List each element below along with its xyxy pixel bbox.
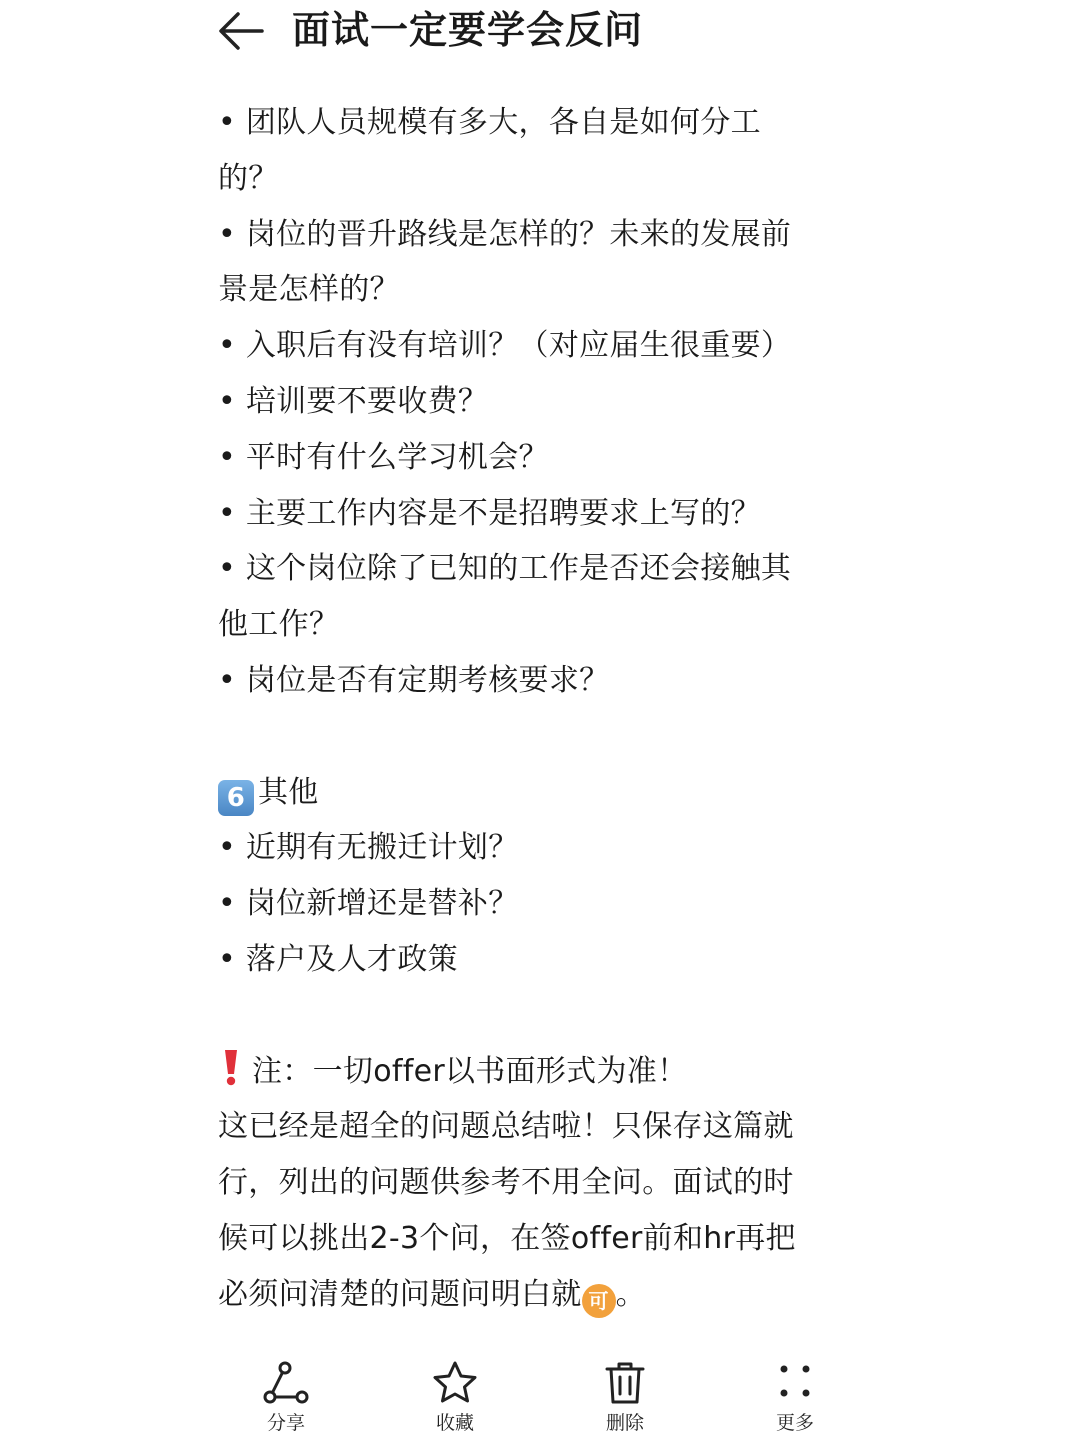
more-label: 更多: [775, 1412, 814, 1434]
back-button[interactable]: [216, 8, 266, 54]
list-item: • 团队人员规模有多大，各自是如何分工: [218, 105, 761, 140]
section-heading-text: 其他: [258, 774, 319, 810]
more-button[interactable]: [735, 1360, 855, 1440]
spacer: [218, 709, 858, 765]
more-icon: [770, 1360, 820, 1406]
share-icon: [261, 1360, 311, 1406]
share-label: 分享: [266, 1412, 305, 1434]
note-text: 注：一切offer以书面形式为准！: [252, 1053, 688, 1089]
section-heading: [218, 765, 858, 821]
list-item: • 平时有什么学习机会？: [218, 439, 549, 475]
favorite-button[interactable]: [395, 1360, 515, 1440]
page-title: 面试一定要学会反问: [292, 8, 644, 52]
summary-line: 候可以挑出2-3个问，在签offer前和hr再把: [218, 1220, 796, 1256]
list-item: • 落户及人才政策: [218, 941, 458, 977]
header: [0, 0, 1080, 64]
number-six-icon: 6: [218, 780, 254, 816]
summary-last-text: 必须问清楚的问题问明白就: [218, 1276, 582, 1312]
list-item: • 入职后有没有培训？（对应届生很重要）: [218, 328, 792, 364]
favorite-label: 收藏: [435, 1412, 474, 1434]
summary-end: 。: [615, 1276, 646, 1312]
list-item: • 岗位新增还是替补？: [218, 886, 519, 922]
ke-badge-icon: 可: [582, 1284, 616, 1318]
star-icon: [430, 1360, 480, 1406]
list-item: • 岗位的晋升路线是怎样的？未来的发展前: [218, 216, 792, 252]
exclamation-icon: [218, 1047, 244, 1087]
delete-label: 删除: [605, 1412, 644, 1434]
trash-icon: [600, 1360, 650, 1406]
summary-line: [218, 1267, 858, 1323]
summary-line: 行，列出的问题供参考不用全问。面试的时: [218, 1165, 794, 1201]
list-item: • 近期有无搬迁计划？: [218, 830, 519, 866]
share-button[interactable]: [226, 1360, 346, 1440]
list-item: • 岗位是否有定期考核要求？: [218, 662, 610, 698]
list-item: 的？: [218, 160, 279, 196]
arrow-left-icon: [216, 8, 266, 54]
list-item: • 这个岗位除了已知的工作是否还会接触其: [218, 551, 792, 587]
list-item: 他工作？: [218, 607, 340, 643]
list-item: • 培训要不要收费？: [218, 383, 489, 419]
summary-line: 这已经是超全的问题总结啦！只保存这篇就: [218, 1109, 794, 1145]
list-item: 景是怎样的？: [218, 272, 400, 308]
bottom-toolbar: [0, 1350, 1080, 1440]
delete-button[interactable]: [565, 1360, 685, 1440]
note-line: [218, 1044, 858, 1100]
note-content: [218, 95, 858, 1323]
spacer: [218, 988, 858, 1044]
list-item: • 主要工作内容是不是招聘要求上写的？: [218, 495, 761, 531]
